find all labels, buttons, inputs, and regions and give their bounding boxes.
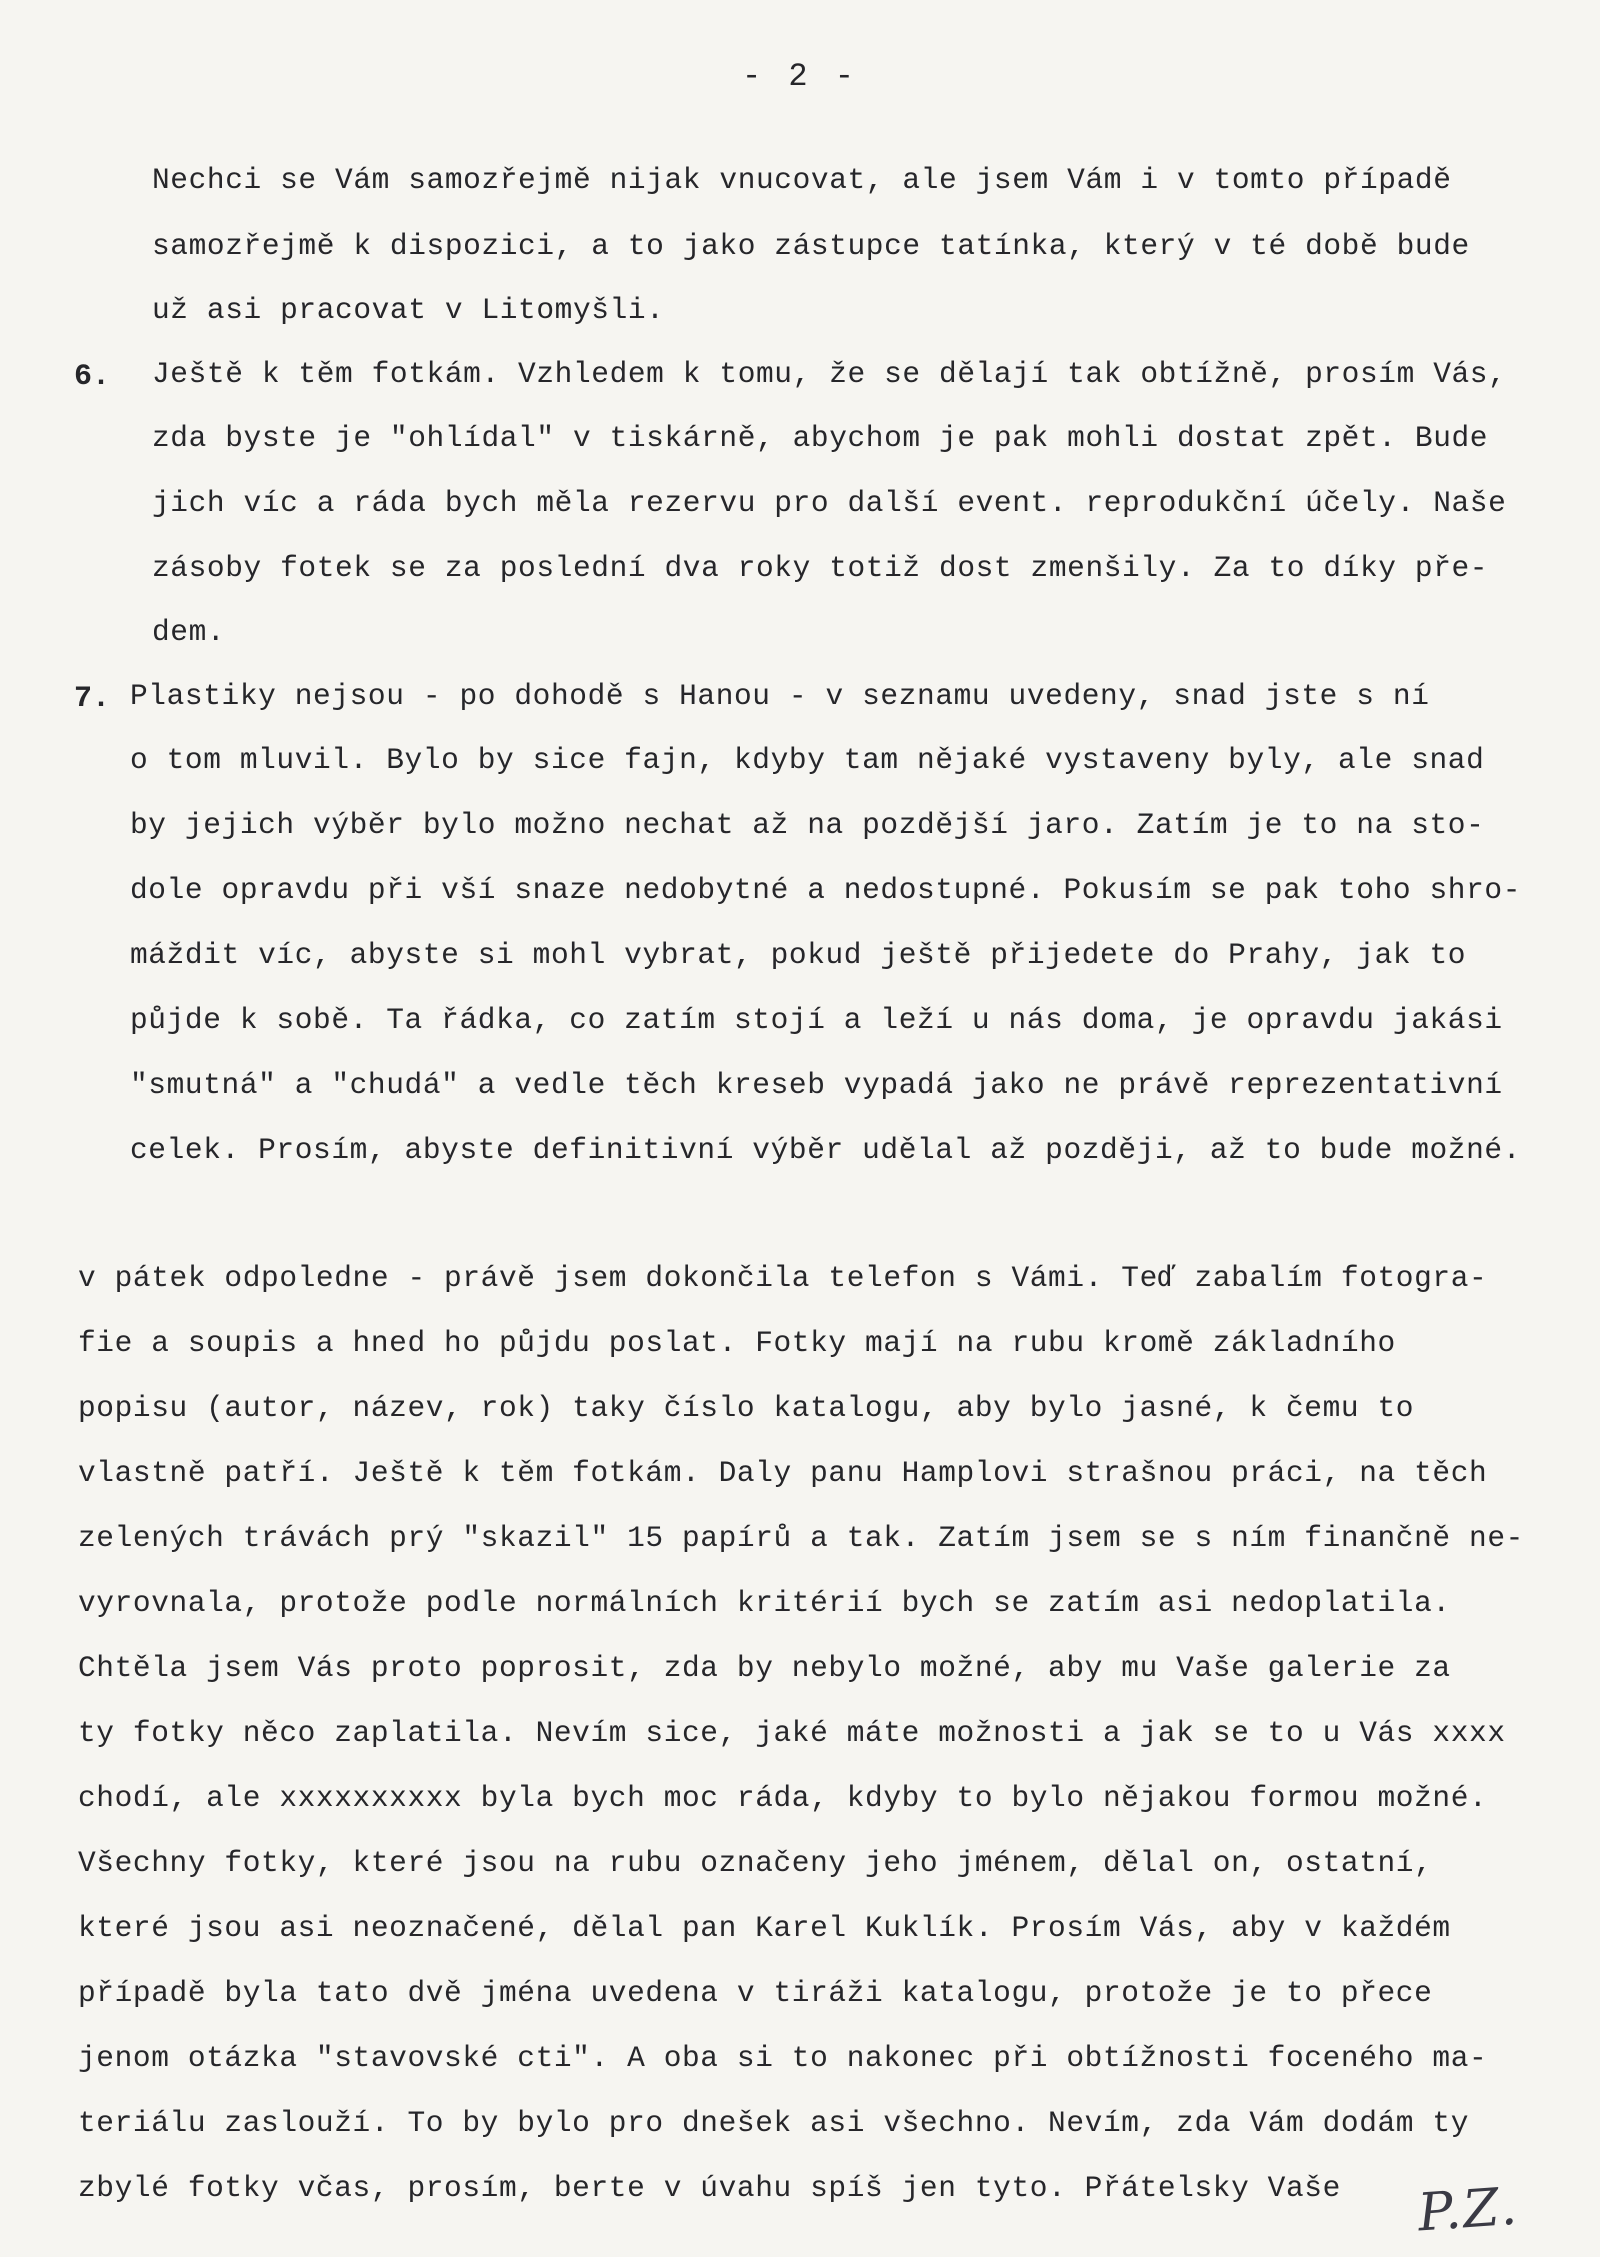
text-line: vlastně patří. Ještě k těm fotkám. Daly panu Hamplovi strašnou práci, na těch [78, 1456, 1488, 1490]
text-line: chodí, ale xxxxxxxxxx byla bych moc ráda, kdyby to bylo nějakou formou možné. [78, 1781, 1488, 1815]
text-line: v pátek odpoledne - právě jsem dokončila telefon s Vámi. Teď zabalím fotogra- [78, 1261, 1488, 1295]
text-line: by jejich výběr bylo možno nechat až na pozdější jaro. Zatím je to na sto- [130, 808, 1485, 842]
text-line: dole opravdu při vší snaze nedobytné a nedostupné. Pokusím se pak toho shro- [130, 873, 1522, 907]
item-number: 7. [74, 682, 111, 716]
text-line: "smutná" a "chudá" a vedle těch kreseb vypadá jako ne právě reprezentativní [130, 1068, 1503, 1102]
page-number: - 2 - [741, 58, 858, 95]
text-line: vyrovnala, protože podle normálních kritérií bych se zatím asi nedoplatila. [78, 1586, 1451, 1620]
text-line: teriálu zaslouží. To by bylo pro dnešek asi všechno. Nevím, zda Vám dodám ty [78, 2106, 1470, 2140]
text-line: Nechci se Vám samozřejmě nijak vnucovat, ale jsem Vám i v tomto případě [152, 163, 1452, 197]
text-line: dem. [152, 615, 226, 649]
text-line: celek. Prosím, abyste definitivní výběr udělal až později, až to bude možné. [130, 1133, 1522, 1167]
text-line: zásoby fotek se za poslední dva roky totiž dost zmenšily. Za to díky pře- [152, 551, 1489, 585]
text-line: Plastiky nejsou - po dohodě s Hanou - v seznamu uvedeny, snad jste s ní [130, 679, 1430, 713]
item-number: 6. [74, 360, 111, 394]
text-line: Všechny fotky, které jsou na rubu označeny jeho jménem, dělal on, ostatní, [78, 1846, 1433, 1880]
text-line: fie a soupis a hned ho půjdu poslat. Fotky mají na rubu kromě základního [78, 1326, 1396, 1360]
text-line: o tom mluvil. Bylo by sice fajn, kdyby tam nějaké vystaveny byly, ale snad [130, 743, 1485, 777]
text-line: které jsou asi neoznačené, dělal pan Karel Kuklík. Prosím Vás, aby v každém [78, 1911, 1451, 1945]
text-line: zda byste je "ohlídal" v tiskárně, abychom je pak mohli dostat zpět. Bude [152, 421, 1489, 455]
text-line: máždit víc, abyste si mohl vybrat, pokud ještě přijedete do Prahy, jak to [130, 938, 1467, 972]
text-line: popisu (autor, název, rok) taky číslo katalogu, aby bylo jasné, k čemu to [78, 1391, 1415, 1425]
text-line: už asi pracovat v Litomyšli. [152, 293, 665, 327]
text-line: zelených trávách prý "skazil" 15 papírů a tak. Zatím jsem se s ním finančně ne- [78, 1521, 1524, 1555]
text-line: Ještě k těm fotkám. Vzhledem k tomu, že se dělají tak obtížně, prosím Vás, [152, 357, 1507, 391]
text-line: samozřejmě k dispozici, a to jako zástupce tatínka, který v té době bude [152, 229, 1470, 263]
text-line: případě byla tato dvě jména uvedena v tiráži katalogu, protože je to přece [78, 1976, 1433, 2010]
text-line: ty fotky něco zaplatila. Nevím sice, jaké máte možnosti a jak se to u Vás xxxx [78, 1716, 1506, 1750]
text-line: půjde k sobě. Ta řádka, co zatím stojí a leží u nás doma, je opravdu jakási [130, 1003, 1503, 1037]
text-line: Chtěla jsem Vás proto poprosit, zda by nebylo možné, aby mu Vaše galerie za [78, 1651, 1451, 1685]
text-line: zbylé fotky včas, prosím, berte v úvahu spíš jen tyto. Přátelsky Vaše [78, 2171, 1341, 2205]
handwritten-signature: P.Z. [1416, 2176, 1521, 2244]
text-line: jich víc a ráda bych měla rezervu pro další event. reprodukční účely. Naše [152, 486, 1507, 520]
text-line: jenom otázka "stavovské cti". A oba si to nakonec při obtížnosti foceného ma- [78, 2041, 1488, 2075]
